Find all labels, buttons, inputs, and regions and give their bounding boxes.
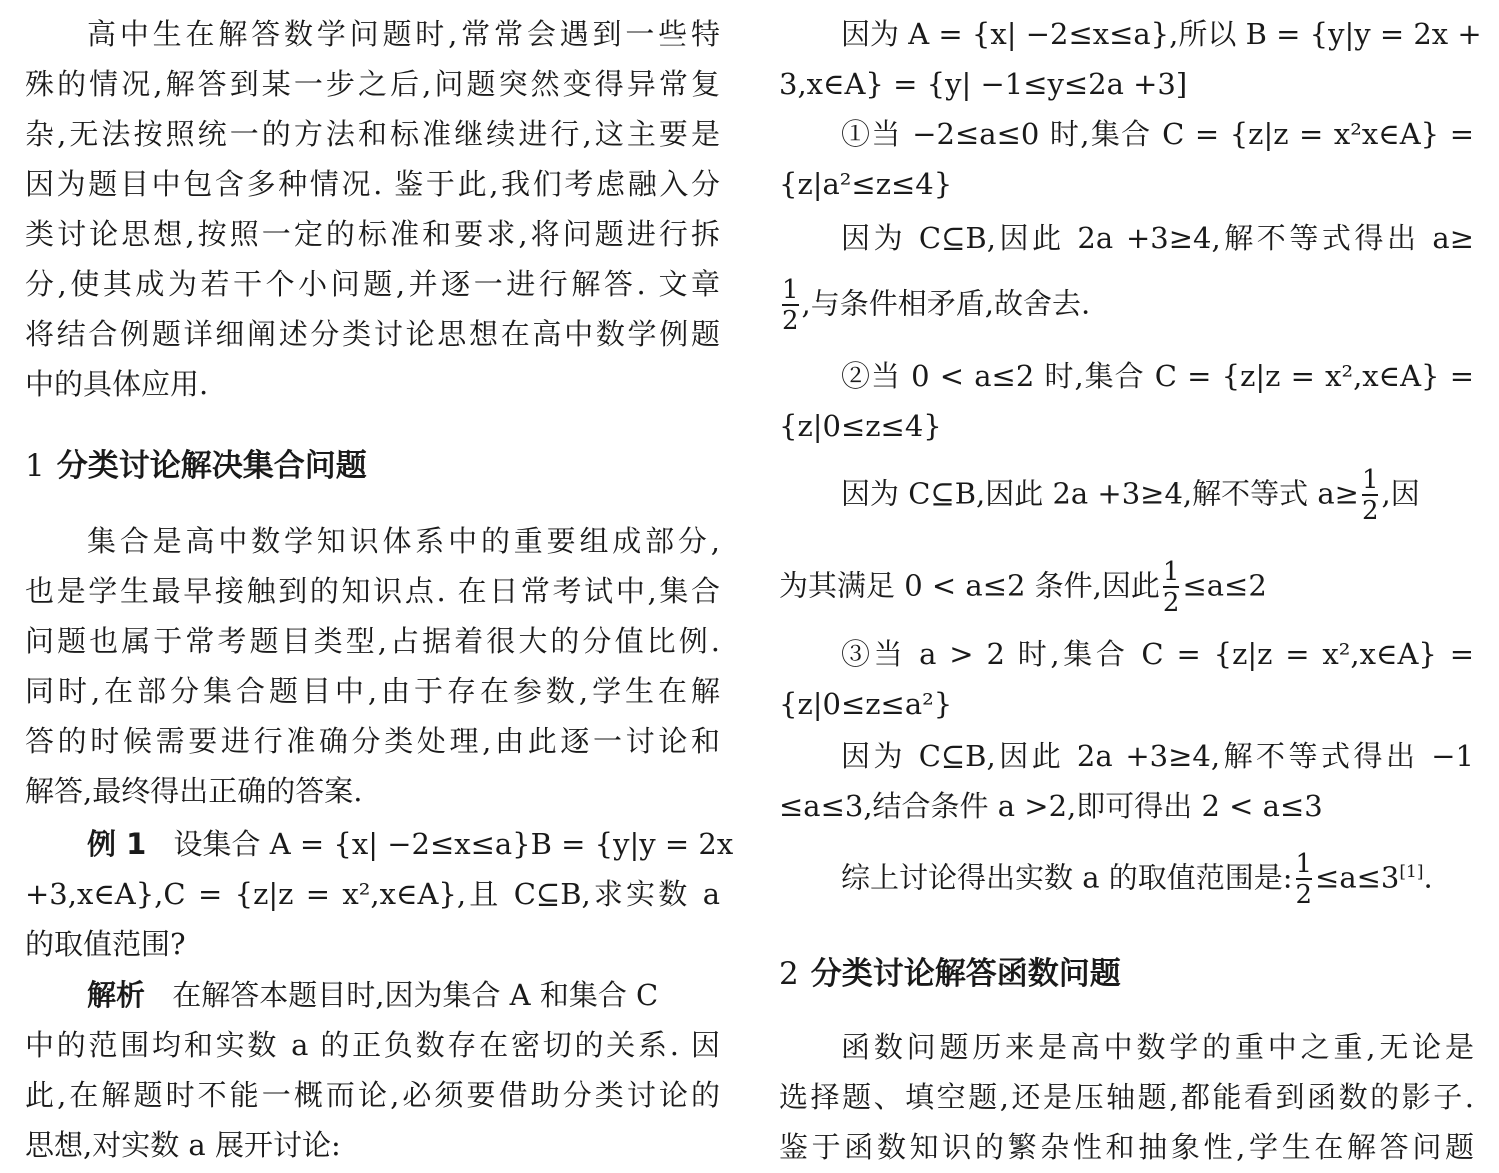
case-3-line: 因为 C⊆B,因此 2a +3≥4,解不等式得出 −1 xyxy=(841,739,1474,773)
section-number: 2 xyxy=(779,956,799,992)
fraction xyxy=(1163,558,1180,617)
case-3-line: ≤a≤3,结合条件 a >2,即可得出 2 < a≤3 xyxy=(779,789,1323,823)
example-line xyxy=(25,824,734,864)
fraction xyxy=(1362,466,1379,525)
case-1-line: 因为 C⊆B,因此 2a +3≥4,解不等式得出 a≥ xyxy=(841,221,1474,255)
fraction-denominator: 2 xyxy=(1295,880,1313,910)
section-number: 1 xyxy=(25,448,45,484)
section-heading-2 xyxy=(779,948,1121,993)
intro-line: 因为题目中包含多种情况. 鉴于此,我们考虑融入分 xyxy=(25,167,720,201)
body-line: 问题也属于常考题目类型,占据着很大的分值比例. xyxy=(25,624,720,658)
solution-line: 3,x∈A} = {y| −1≤y≤2a +3] xyxy=(779,67,1188,101)
example-line: +3,x∈A},C = {z|z = x²,x∈A},且 C⊆B,求实数 a xyxy=(25,877,720,911)
section-heading-1 xyxy=(25,440,367,485)
intro-line: 高中生在解答数学问题时,常常会遇到一些特 xyxy=(87,17,720,51)
case-2-text: 为其满足 0 < a≤2 条件,因此 xyxy=(779,568,1160,603)
example-text: 设集合 A = {x| −2≤x≤a}B = {y|y = 2x xyxy=(173,827,734,861)
case-1-line: ①当 −2≤a≤0 时,集合 C = {z|z = x²x∈A} = xyxy=(841,117,1474,151)
fraction-numerator: 1 xyxy=(782,275,799,305)
body-line: 同时,在部分集合题目中,由于存在参数,学生在解 xyxy=(25,674,720,708)
intro-line: 中的具体应用. xyxy=(25,367,209,401)
intro-line: 类讨论思想,按照一定的标准和要求,将问题进行拆 xyxy=(25,217,720,251)
solution-line: 因为 A = {x| −2≤x≤a},所以 B = {y|y = 2x + xyxy=(841,17,1482,51)
citation-ref[interactable]: [1] xyxy=(1399,861,1424,882)
analysis-line: 思想,对实数 a 展开讨论: xyxy=(25,1128,341,1162)
case-2-line xyxy=(779,466,1474,525)
case-3-line: ③当 a > 2 时,集合 C = {z|z = x²,x∈A} = xyxy=(841,637,1474,671)
body-line: 也是学生最早接触到的知识点. 在日常考试中,集合 xyxy=(25,574,720,608)
analysis-label: 解析 xyxy=(87,978,146,1012)
analysis-text: 在解答本题目时,因为集合 A 和集合 C xyxy=(172,978,659,1012)
case-3-line: {z|0≤z≤a²} xyxy=(779,687,953,721)
fraction-denominator: 2 xyxy=(1162,588,1180,618)
example-label: 例 1 xyxy=(87,827,147,861)
body-line: 解答,最终得出正确的答案. xyxy=(25,774,363,808)
case-2-line xyxy=(779,558,1474,617)
summary-text: . xyxy=(1423,860,1433,895)
case-2-text: ≤a≤2 xyxy=(1182,568,1267,603)
analysis-line xyxy=(25,975,720,1015)
body-line: 函数问题历来是高中数学的重中之重,无论是 xyxy=(841,1030,1474,1064)
fraction-numerator: 1 xyxy=(1361,465,1379,495)
fraction xyxy=(782,276,799,335)
body-line: 选择题、填空题,还是压轴题,都能看到函数的影子. xyxy=(779,1080,1474,1114)
case-2-line: ②当 0 < a≤2 时,集合 C = {z|z = x²,x∈A} = xyxy=(841,359,1474,393)
section-title: 分类讨论解答函数问题 xyxy=(810,956,1121,992)
body-line: 集合是高中数学知识体系中的重要组成部分, xyxy=(87,524,720,558)
case-1-conclusion: ,与条件相矛盾,故舍去. xyxy=(801,286,1091,321)
fraction-numerator: 1 xyxy=(1162,557,1180,587)
fraction xyxy=(1296,850,1313,909)
body-line: 鉴于函数知识的繁杂性和抽象性,学生在解答问题 xyxy=(779,1130,1474,1164)
section-title: 分类讨论解决集合问题 xyxy=(56,448,367,484)
intro-line: 殊的情况,解答到某一步之后,问题突然变得异常复 xyxy=(25,67,720,101)
example-line: 的取值范围? xyxy=(25,927,186,961)
case-2-line: {z|0≤z≤4} xyxy=(779,409,942,443)
intro-line: 杂,无法按照统一的方法和标准继续进行,这主要是 xyxy=(25,117,720,151)
fraction-numerator: 1 xyxy=(1295,849,1313,879)
intro-line: 将结合例题详细阐述分类讨论思想在高中数学例题 xyxy=(25,317,720,351)
case-2-text: ,因 xyxy=(1381,476,1420,511)
summary-text: ≤a≤3 xyxy=(1315,860,1400,895)
body-line: 答的时候需要进行准确分类处理,由此逐一讨论和 xyxy=(25,724,720,758)
analysis-line: 此,在解题时不能一概而论,必须要借助分类讨论的 xyxy=(25,1078,720,1112)
case-2-text: 因为 C⊆B,因此 2a +3≥4,解不等式 a≥ xyxy=(841,476,1359,511)
fraction-denominator: 2 xyxy=(1361,496,1379,526)
analysis-line: 中的范围均和实数 a 的正负数存在密切的关系. 因 xyxy=(25,1028,720,1062)
case-1-line: {z|a²≤z≤4} xyxy=(779,167,953,201)
intro-line: 分,使其成为若干个小问题,并逐一进行解答. 文章 xyxy=(25,267,720,301)
case-1-line xyxy=(779,276,1474,335)
summary-line xyxy=(779,850,1474,909)
summary-text: 综上讨论得出实数 a 的取值范围是: xyxy=(841,860,1293,895)
fraction-denominator: 2 xyxy=(782,306,799,336)
